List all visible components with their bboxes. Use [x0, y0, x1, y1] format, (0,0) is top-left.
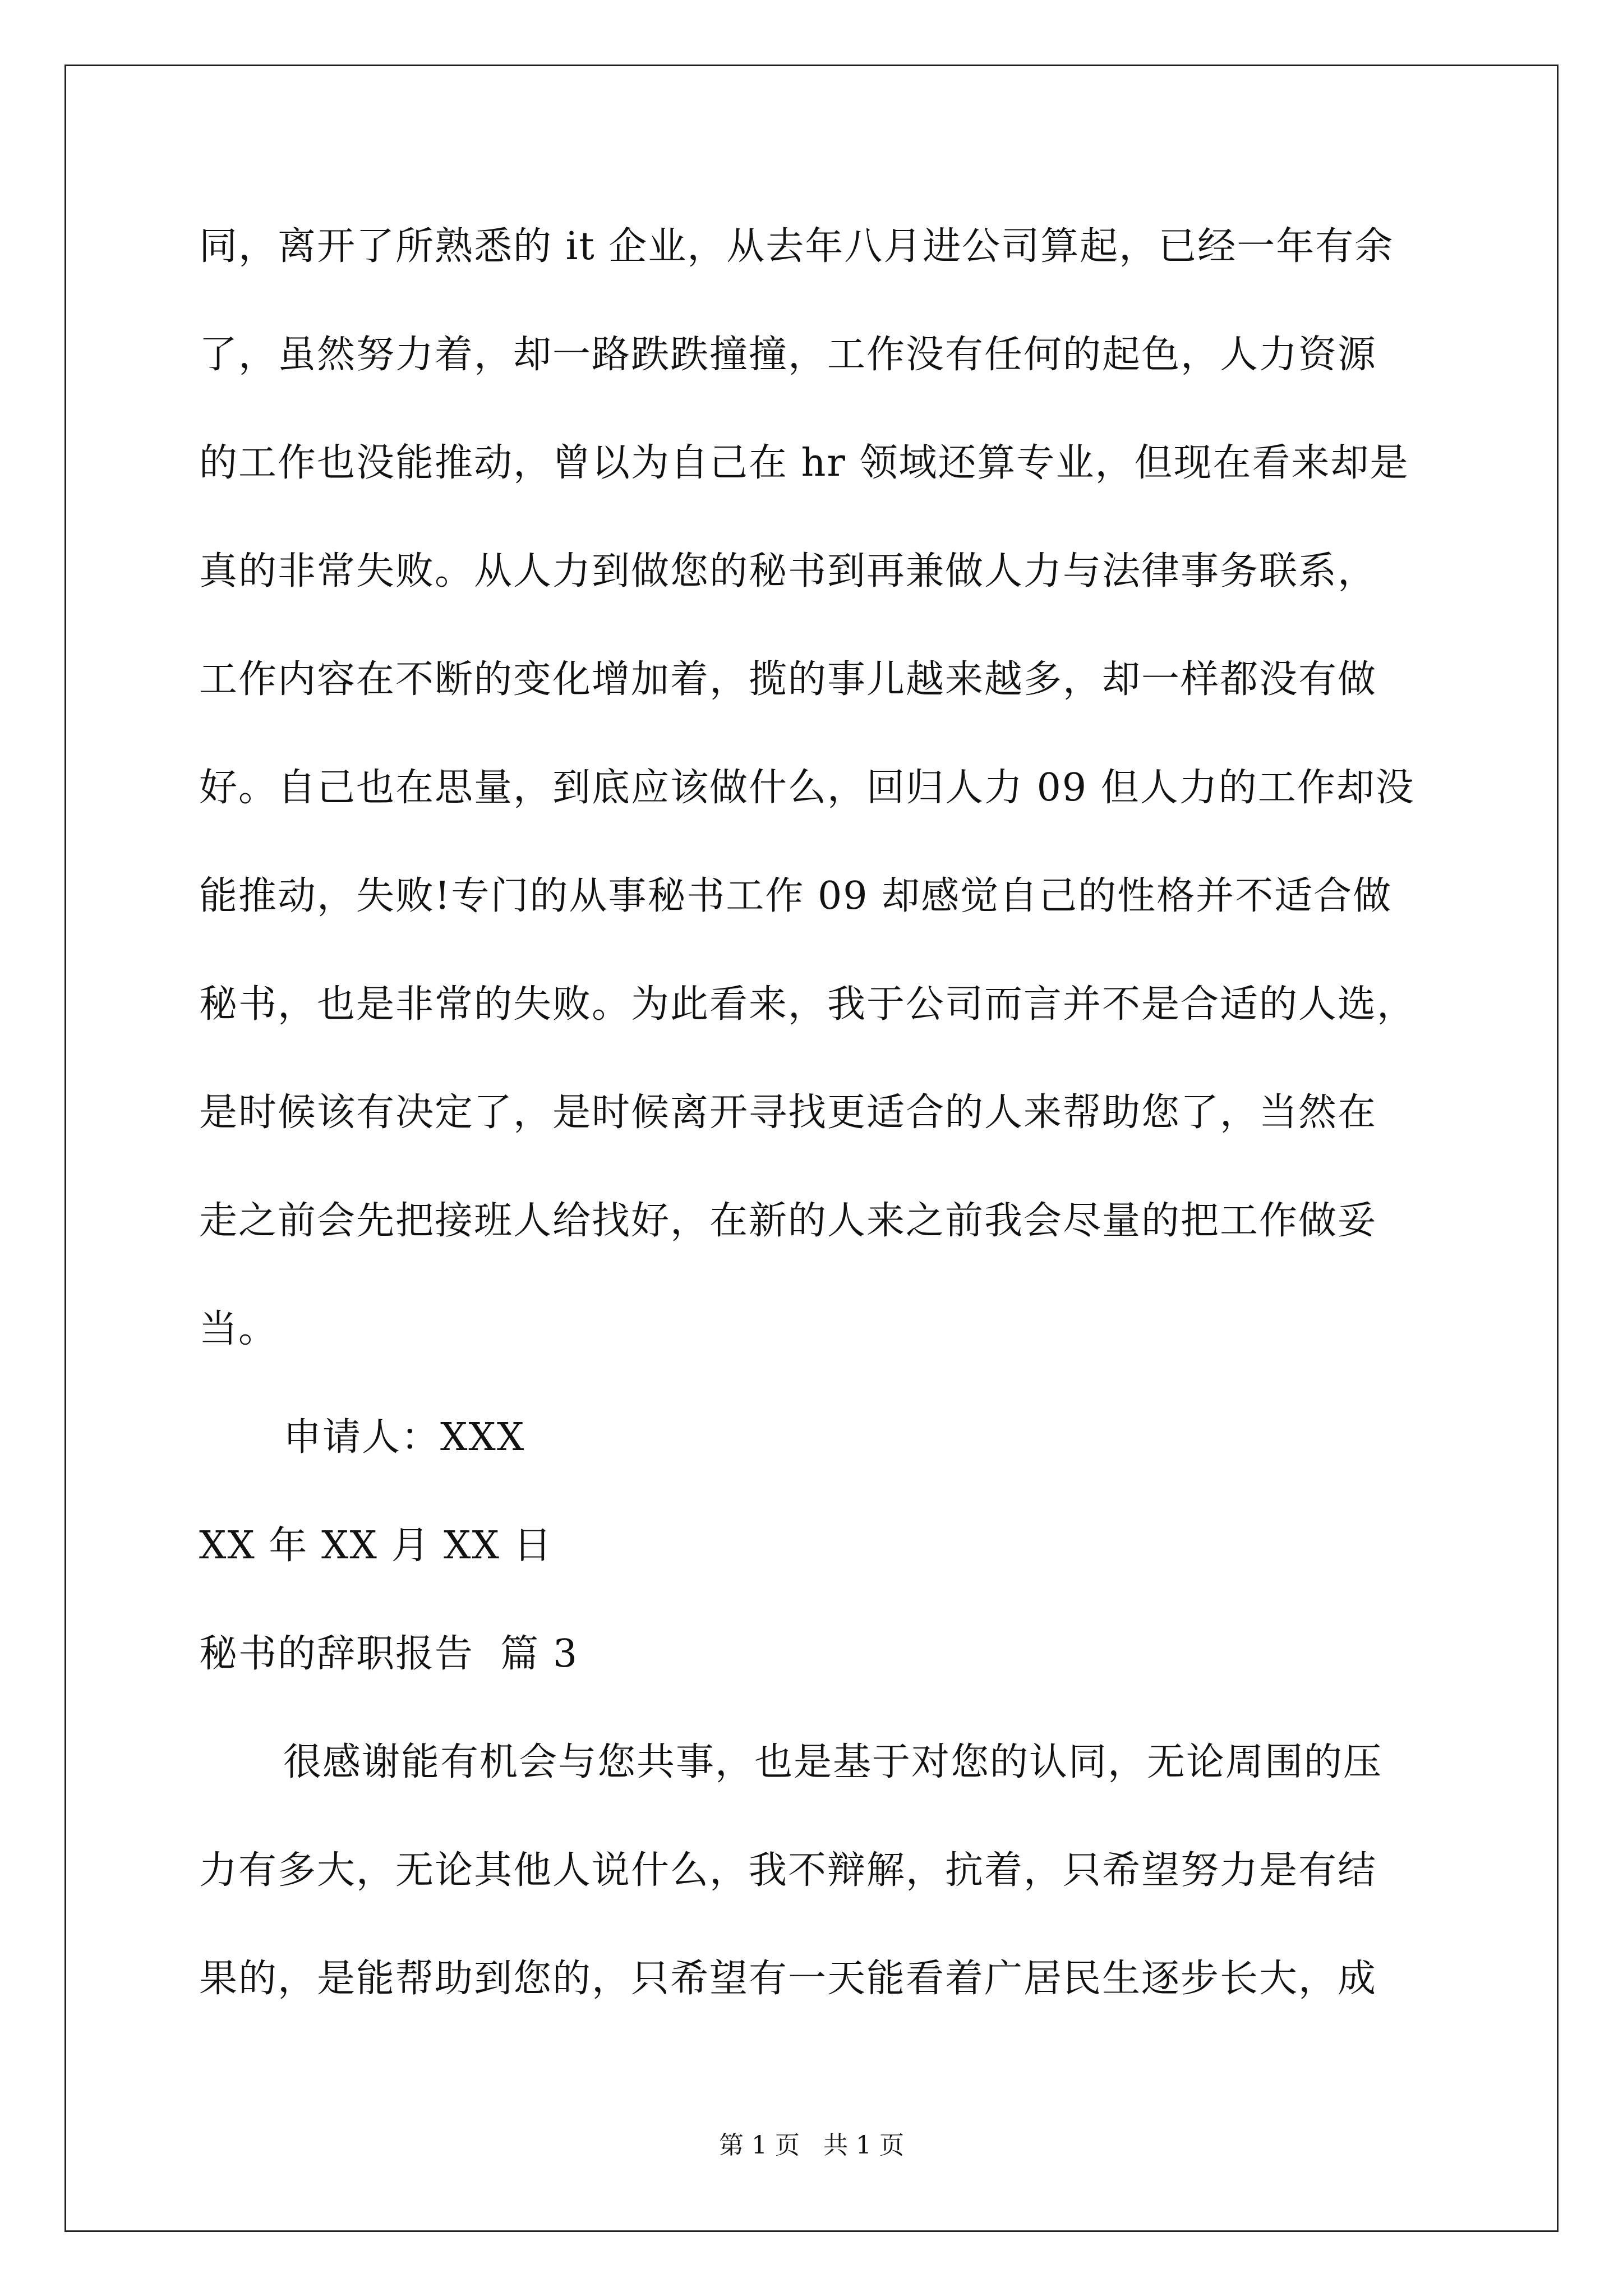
- body-line-2: 了，虽然努力着，却一路跌跌撞撞，工作没有任何的起色，人力资源: [199, 333, 1377, 377]
- body-line-10: 走之前会先把接班人给找好，在新的人来之前我会尽量的把工作做妥: [199, 1199, 1377, 1243]
- paragraph2-line-3: 果的，是能帮助到您的，只希望有一天能看着广居民生逐步长大，成: [199, 1957, 1377, 2001]
- body-line-1: 同，离开了所熟悉的 it 企业，从去年八月进公司算起，已经一年有余: [199, 224, 1394, 269]
- body-line-11: 当。: [199, 1307, 278, 1351]
- body-line-8: 秘书，也是非常的失败。为此看来，我于公司而言并不是合适的人选，: [199, 982, 1417, 1027]
- body-line-7: 能推动，失败!专门的从事秘书工作 09 却感觉自己的性格并不适合做: [199, 874, 1393, 918]
- page-border: [64, 65, 1559, 2232]
- paragraph2-line-2: 力有多大，无论其他人说什么，我不辩解，抗着，只希望努力是有结: [199, 1848, 1377, 1893]
- applicant-line: 申请人：XXX: [283, 1415, 525, 1460]
- page-footer: 第 1 页 共 1 页: [719, 2131, 904, 2160]
- date-line: XX 年 XX 月 XX 日: [199, 1524, 553, 1568]
- body-line-3: 的工作也没能推动，曾以为自己在 hr 领域还算专业，但现在看来却是: [199, 441, 1409, 485]
- body-line-4: 真的非常失败。从人力到做您的秘书到再兼做人力与法律事务联系，: [199, 549, 1377, 593]
- paragraph2-line-1: 很感谢能有机会与您共事，也是基于对您的认同，无论周围的压: [283, 1740, 1383, 1784]
- body-line-9: 是时候该有决定了，是时候离开寻找更适合的人来帮助您了，当然在: [199, 1091, 1377, 1135]
- body-line-6: 好。自己也在思量，到底应该做什么，回归人力 09 但人力的工作却没: [199, 766, 1415, 810]
- body-line-5: 工作内容在不断的变化增加着，揽的事儿越来越多，却一样都没有做: [199, 657, 1377, 702]
- section-title: 秘书的辞职报告 篇 3: [199, 1632, 579, 1676]
